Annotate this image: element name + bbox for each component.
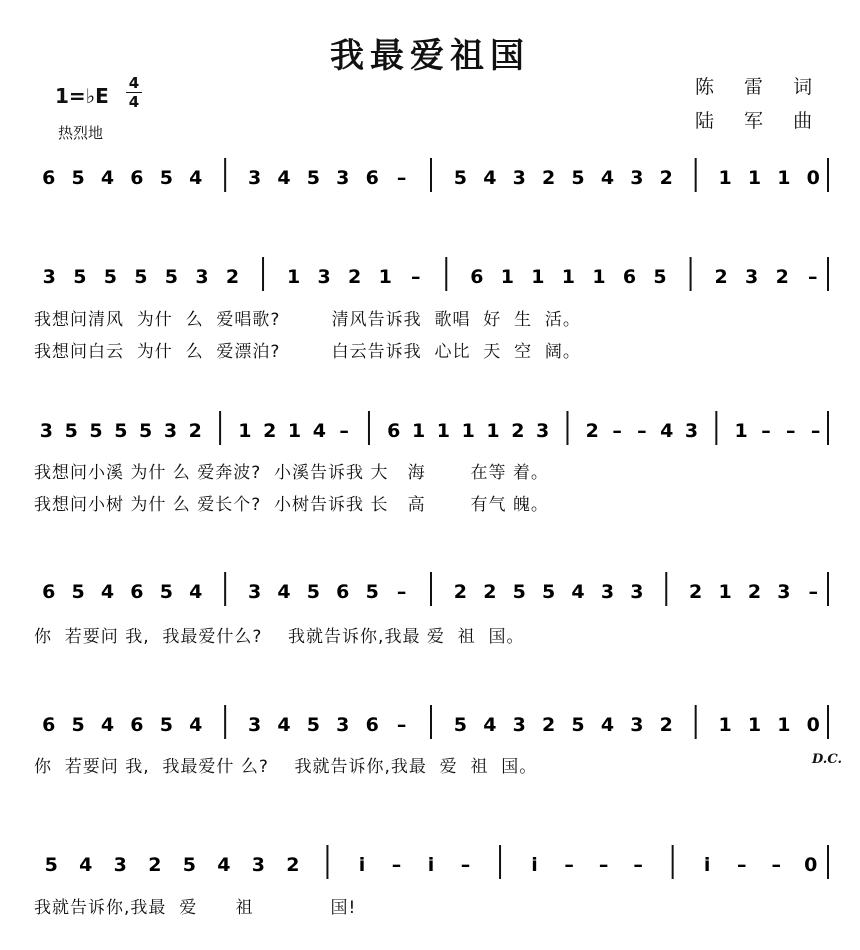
composer-credit: 陆 军 曲	[695, 110, 825, 132]
note: 6	[387, 420, 401, 442]
note: 2	[585, 420, 599, 442]
note: 1	[718, 714, 732, 736]
time-signature-top: 4	[128, 74, 140, 92]
note: 1	[411, 420, 426, 442]
note: 0	[806, 714, 820, 736]
note: 6	[470, 266, 484, 288]
note: 3	[512, 714, 526, 736]
note: 2	[511, 420, 525, 442]
note: 3	[684, 420, 699, 442]
note: 2	[148, 854, 162, 876]
note: 2	[689, 581, 703, 603]
note: 4	[600, 167, 615, 189]
note: 3	[39, 420, 54, 442]
lyric-line: 我想问小树 为什 么 爱长个? 小树告诉我 长 高 有气 魄。	[34, 495, 549, 515]
lyric-line: 我想问白云 为什 么 爱漂泊? 白云告诉我 心比 天 空 阔。	[34, 342, 581, 362]
dash-mark: –	[396, 714, 407, 736]
note: 5	[365, 581, 379, 603]
note: 5	[71, 581, 85, 603]
note: 1	[747, 167, 762, 189]
note: 2	[542, 714, 556, 736]
note: 1	[461, 420, 475, 442]
song-title: 我最爱祖国	[330, 36, 530, 76]
note: 2	[225, 266, 240, 288]
note: 5	[512, 581, 526, 603]
dash-mark: –	[786, 420, 796, 442]
note: 5	[182, 854, 196, 876]
note: i	[703, 854, 711, 876]
note: 3	[512, 167, 526, 189]
note: 3	[247, 581, 262, 603]
note: 3	[195, 266, 209, 288]
note: 0	[804, 854, 818, 876]
note: 0	[806, 167, 820, 189]
note: 5	[453, 714, 468, 736]
note: 4	[277, 581, 291, 603]
note: 1	[747, 714, 762, 736]
note: 1	[486, 420, 500, 442]
dash-mark: –	[396, 581, 407, 603]
note: 5	[114, 420, 128, 442]
note: 5	[653, 266, 667, 288]
note: 1	[734, 420, 748, 442]
dash-mark: –	[396, 167, 407, 189]
dash-mark: –	[807, 266, 818, 288]
note: 6	[336, 581, 350, 603]
note: 3	[336, 714, 350, 736]
note: 4	[277, 714, 291, 736]
dash-mark: –	[460, 854, 471, 876]
dash-mark: –	[761, 420, 771, 442]
note: 3	[42, 266, 56, 288]
note: 2	[747, 581, 762, 603]
note: 4	[483, 714, 497, 736]
note: 5	[73, 266, 87, 288]
dash-mark: –	[598, 854, 609, 876]
note: 4	[571, 581, 585, 603]
note: 1	[287, 420, 302, 442]
dash-mark: –	[612, 420, 622, 442]
note: 4	[217, 854, 231, 876]
dash-mark: –	[391, 854, 402, 876]
note: 5	[159, 714, 173, 736]
note: 1	[238, 420, 252, 442]
key-signature-text: 1=♭E	[55, 84, 109, 108]
dash-mark: –	[564, 854, 574, 876]
dash-mark: –	[410, 266, 421, 288]
note: 4	[189, 714, 203, 736]
lyric-line: 我想问小溪 为什 么 爱奔波? 小溪告诉我 大 海 在等 着。	[34, 463, 549, 483]
lyric-line: 你 若要问 我, 我最爱什 么? 我就告诉你,我最 爱 祖 国。	[34, 757, 538, 777]
note: 2	[188, 420, 202, 442]
time-signature	[126, 74, 142, 111]
note: 6	[42, 167, 56, 189]
note: 5	[571, 167, 585, 189]
note: 3	[630, 581, 644, 603]
note: 2	[286, 854, 300, 876]
note: 4	[100, 581, 115, 603]
note: 6	[365, 714, 379, 736]
note: 4	[600, 714, 615, 736]
note: i	[531, 854, 538, 876]
note: 5	[164, 266, 179, 288]
note: i	[358, 854, 366, 876]
note: 3	[630, 714, 644, 736]
note: 4	[100, 714, 115, 736]
note: 1	[777, 714, 791, 736]
note: 3	[336, 167, 350, 189]
note: 4	[189, 581, 203, 603]
note: 5	[306, 714, 320, 736]
note: 5	[89, 420, 103, 442]
note: 5	[159, 167, 173, 189]
note: 2	[263, 420, 277, 442]
note: 4	[660, 420, 674, 442]
note: 1	[718, 167, 732, 189]
note: 1	[531, 266, 545, 288]
note: 6	[130, 167, 144, 189]
note: 2	[659, 714, 673, 736]
note: 6	[42, 581, 56, 603]
note: 1	[561, 266, 576, 288]
dash-mark: –	[736, 854, 747, 876]
note: 5	[542, 581, 556, 603]
tempo-marking: 热烈地	[58, 124, 104, 142]
lyric-line: 我想问清风 为什 么 爱唱歌? 清风告诉我 歌唱 好 生 活。	[34, 310, 581, 330]
note: 5	[159, 581, 173, 603]
note: 1	[592, 266, 606, 288]
note: 3	[247, 714, 262, 736]
note: 4	[79, 854, 93, 876]
note: 3	[630, 167, 644, 189]
note: 1	[286, 266, 301, 288]
note: 3	[317, 266, 331, 288]
note: 4	[100, 167, 115, 189]
da-capo-marking: D.C.	[812, 752, 842, 767]
note: 5	[306, 167, 320, 189]
note: 5	[139, 420, 153, 442]
note: 1	[777, 167, 791, 189]
note: 3	[600, 581, 615, 603]
dash-mark: –	[339, 420, 349, 442]
note: 6	[130, 581, 144, 603]
note: 2	[775, 266, 789, 288]
note: 2	[542, 167, 556, 189]
note: 5	[134, 266, 148, 288]
lyricist-credit: 陈 雷 词	[695, 76, 825, 98]
note: 3	[113, 854, 127, 876]
note: 5	[453, 167, 468, 189]
dash-mark: –	[637, 420, 647, 442]
note: 3	[163, 420, 178, 442]
note: 4	[312, 420, 326, 442]
time-signature-bottom: 4	[128, 93, 140, 111]
note: 2	[348, 266, 362, 288]
note: 6	[42, 714, 56, 736]
dash-mark: –	[633, 854, 643, 876]
note: 5	[44, 854, 58, 876]
note: 5	[71, 714, 85, 736]
note: 3	[247, 167, 262, 189]
note: i	[427, 854, 435, 876]
note: 2	[483, 581, 497, 603]
note: 5	[103, 266, 117, 288]
note: 3	[745, 266, 759, 288]
note: 1	[718, 581, 732, 603]
note: 1	[436, 420, 451, 442]
note: 6	[365, 167, 379, 189]
note: 3	[251, 854, 266, 876]
note: 5	[306, 581, 320, 603]
note: 6	[130, 714, 144, 736]
dash-mark: –	[771, 854, 781, 876]
note: 4	[483, 167, 497, 189]
lyric-line: 你 若要问 我, 我最爱什么? 我就告诉你,我最 爱 祖 国。	[34, 627, 525, 647]
key-signature	[55, 84, 109, 108]
dash-mark: –	[810, 420, 821, 442]
note: 4	[277, 167, 291, 189]
note: 6	[622, 266, 637, 288]
note: 2	[714, 266, 728, 288]
note: 5	[571, 714, 585, 736]
note: 2	[453, 581, 468, 603]
lyric-line: 我就告诉你,我最 爱 祖 国!	[34, 898, 357, 918]
note: 1	[500, 266, 514, 288]
note: 1	[378, 266, 392, 288]
note: 3	[777, 581, 791, 603]
note: 4	[189, 167, 203, 189]
dash-mark: –	[808, 581, 819, 603]
note: 5	[64, 420, 78, 442]
note: 2	[659, 167, 673, 189]
note: 5	[71, 167, 85, 189]
note: 3	[536, 420, 550, 442]
